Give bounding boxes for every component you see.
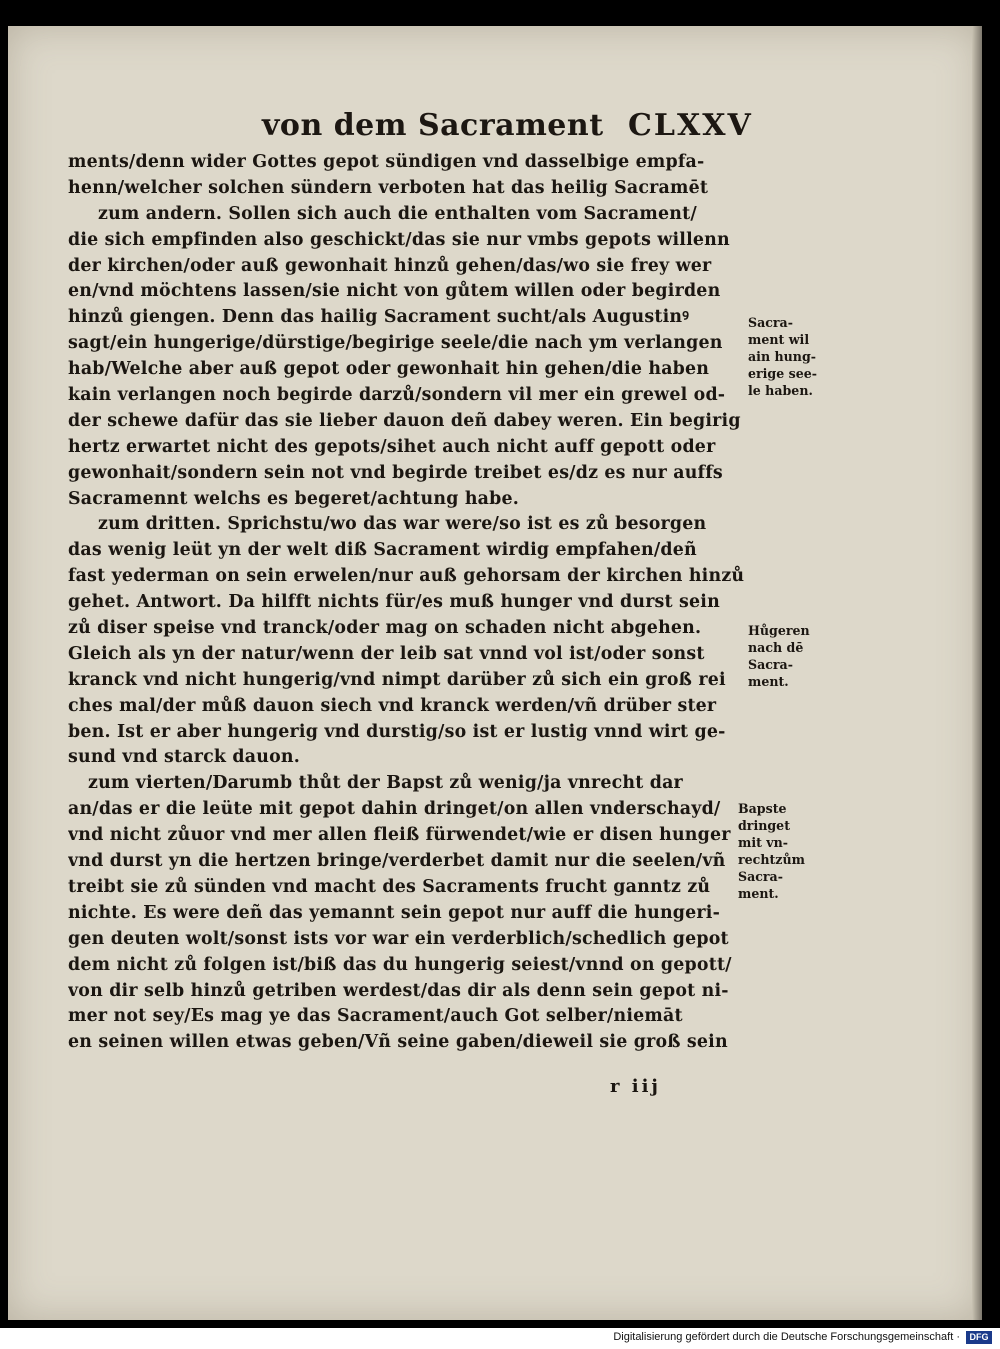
margin-note-hungering xyxy=(748,622,828,690)
margin-note-line: rechtzům xyxy=(738,852,805,867)
text-line: zum vierten/Darumb thůt der Bapst zů wenig/ja vnrecht dar xyxy=(88,773,683,794)
text-line: henn/welcher solchen sündern verboten hat das heilig Sacramēt xyxy=(68,177,709,198)
margin-note-line: ment wil xyxy=(748,332,810,347)
text-line: an/das er die leüte mit gepot dahin dringet/on allen vnderschayd/ xyxy=(68,799,721,820)
digitization-credit: Digitalisierung gefördert durch die Deutsche Forschungsgemeinschaft · xyxy=(613,1331,960,1343)
margin-note-line: ment. xyxy=(748,674,789,689)
text-line: hinzů giengen. Denn das hailig Sacrament sucht/als Augustinꝰ xyxy=(68,307,690,328)
margin-note-line: Sacra- xyxy=(738,869,783,884)
text-line: vnd durst yn die hertzen bringe/verderbet damit nur die seelen/vñ xyxy=(68,851,726,872)
text-line: kranck vnd nicht hungerig/vnd nimpt darüber zů sich ein groß rei xyxy=(68,669,726,690)
text-line: treibt sie zů sünden vnd macht des Sacraments frucht ganntz zů xyxy=(68,876,711,897)
text-line: Sacramennt welchs es begeret/achtung habe. xyxy=(68,488,520,509)
margin-note-line: le haben. xyxy=(748,383,813,398)
margin-note-line: nach dē xyxy=(748,640,804,655)
dfg-logo: DFG xyxy=(966,1331,992,1344)
text-line: fast yederman on sein erwelen/nur auß gehorsam der kirchen hinzů xyxy=(68,566,745,587)
text-line: en seinen willen etwas geben/Vñ seine gaben/dieweil sie groß sein xyxy=(68,1032,728,1053)
margin-note-line: ain hung- xyxy=(748,349,816,364)
running-title: von dem Sacrament xyxy=(262,108,604,143)
text-line: Gleich als yn der natur/wenn der leib sat vnnd vol ist/oder sonst xyxy=(68,643,705,664)
text-line: hertz erwartet nicht des gepots/sihet auch nicht auff gepott oder xyxy=(68,436,716,457)
text-line: von dir selb hinzů getriben werdest/das dir als denn sein gepot ni- xyxy=(68,980,729,1001)
margin-note-line: erige see- xyxy=(748,366,817,381)
folio-number: CLXXV xyxy=(628,108,753,143)
text-line: en/vnd möchtens lassen/sie nicht von gůtem willen oder begirden xyxy=(68,281,721,302)
text-line: sagt/ein hungerige/dürstige/begirige seele/die nach ym verlangen xyxy=(68,333,723,354)
text-line: gehet. Antwort. Da hilfft nichts für/es muß hunger vnd durst sein xyxy=(68,592,720,613)
margin-note-line: Sacra- xyxy=(748,657,793,672)
margin-note-line: dringet xyxy=(738,818,791,833)
text-line: kain verlangen noch begirde darzů/sondern vil mer ein grewel od- xyxy=(68,385,726,406)
margin-note-line: Bapste xyxy=(738,801,787,816)
text-line: ches mal/der můß dauon siech vnd kranck werden/vñ drüber ster xyxy=(68,695,717,716)
margin-note-line: mit vn- xyxy=(738,835,789,850)
page-header xyxy=(262,108,762,148)
text-line: zum andern. Sollen sich auch die enthalten vom Sacrament/ xyxy=(98,203,697,224)
text-line: gewonhait/sondern sein not vnd begirde treibet es/dz es nur auffs xyxy=(68,462,723,483)
text-line: hab/Welche aber auß gepot oder gewonhait hin gehen/die haben xyxy=(68,359,710,380)
margin-note-pope xyxy=(738,800,818,902)
margin-note-line: Hůgeren xyxy=(748,623,810,638)
text-line: gen deuten wolt/sonst ists vor war ein verderblich/schedlich gepot xyxy=(68,928,729,949)
margin-note-sacrament-hunger xyxy=(748,314,828,399)
text-line: mer not sey/Es mag ye das Sacrament/auch Got selber/niemāt xyxy=(68,1006,683,1027)
text-line: die sich empfinden also geschickt/das sie nur vmbs gepots willenn xyxy=(68,229,730,250)
text-line: dem nicht zů folgen ist/biß das du hungerig seiest/vnnd on gepott/ xyxy=(68,954,732,975)
margin-note-line: Sacra- xyxy=(748,315,793,330)
text-line: ments/denn wider Gottes gepot sündigen vnd dasselbige empfa- xyxy=(68,152,705,172)
text-line: zum dritten. Sprichstu/wo das war were/so ist es zů besorgen xyxy=(98,514,707,535)
text-line: nichte. Es were deñ das yemannt sein gepot nur auff die hungeri- xyxy=(68,902,721,923)
text-line: ben. Ist er aber hungerig vnd durstig/so ist er lustig vnnd wirt ge- xyxy=(68,721,726,742)
main-text-block xyxy=(68,150,748,1056)
text-line: zů diser speise vnd tranck/oder mag on schaden nicht abgehen. xyxy=(68,618,702,639)
page-edge xyxy=(972,26,982,1320)
text-line: der schewe dafür das sie lieber dauon deñ dabey weren. Ein begirig xyxy=(68,410,741,431)
text-line: vnd nicht zůuor vnd mer allen fleiß fürwendet/wie er disen hunger xyxy=(68,825,731,846)
text-line: das wenig leüt yn der welt diß Sacrament wirdig empfahen/deñ xyxy=(68,540,697,561)
text-line: der kirchen/oder auß gewonhait hinzů gehen/das/wo sie frey wer xyxy=(68,255,712,276)
signature-mark: r iij xyxy=(610,1076,661,1097)
text-line: sund vnd starck dauon. xyxy=(68,747,300,768)
margin-note-line: ment. xyxy=(738,886,779,901)
